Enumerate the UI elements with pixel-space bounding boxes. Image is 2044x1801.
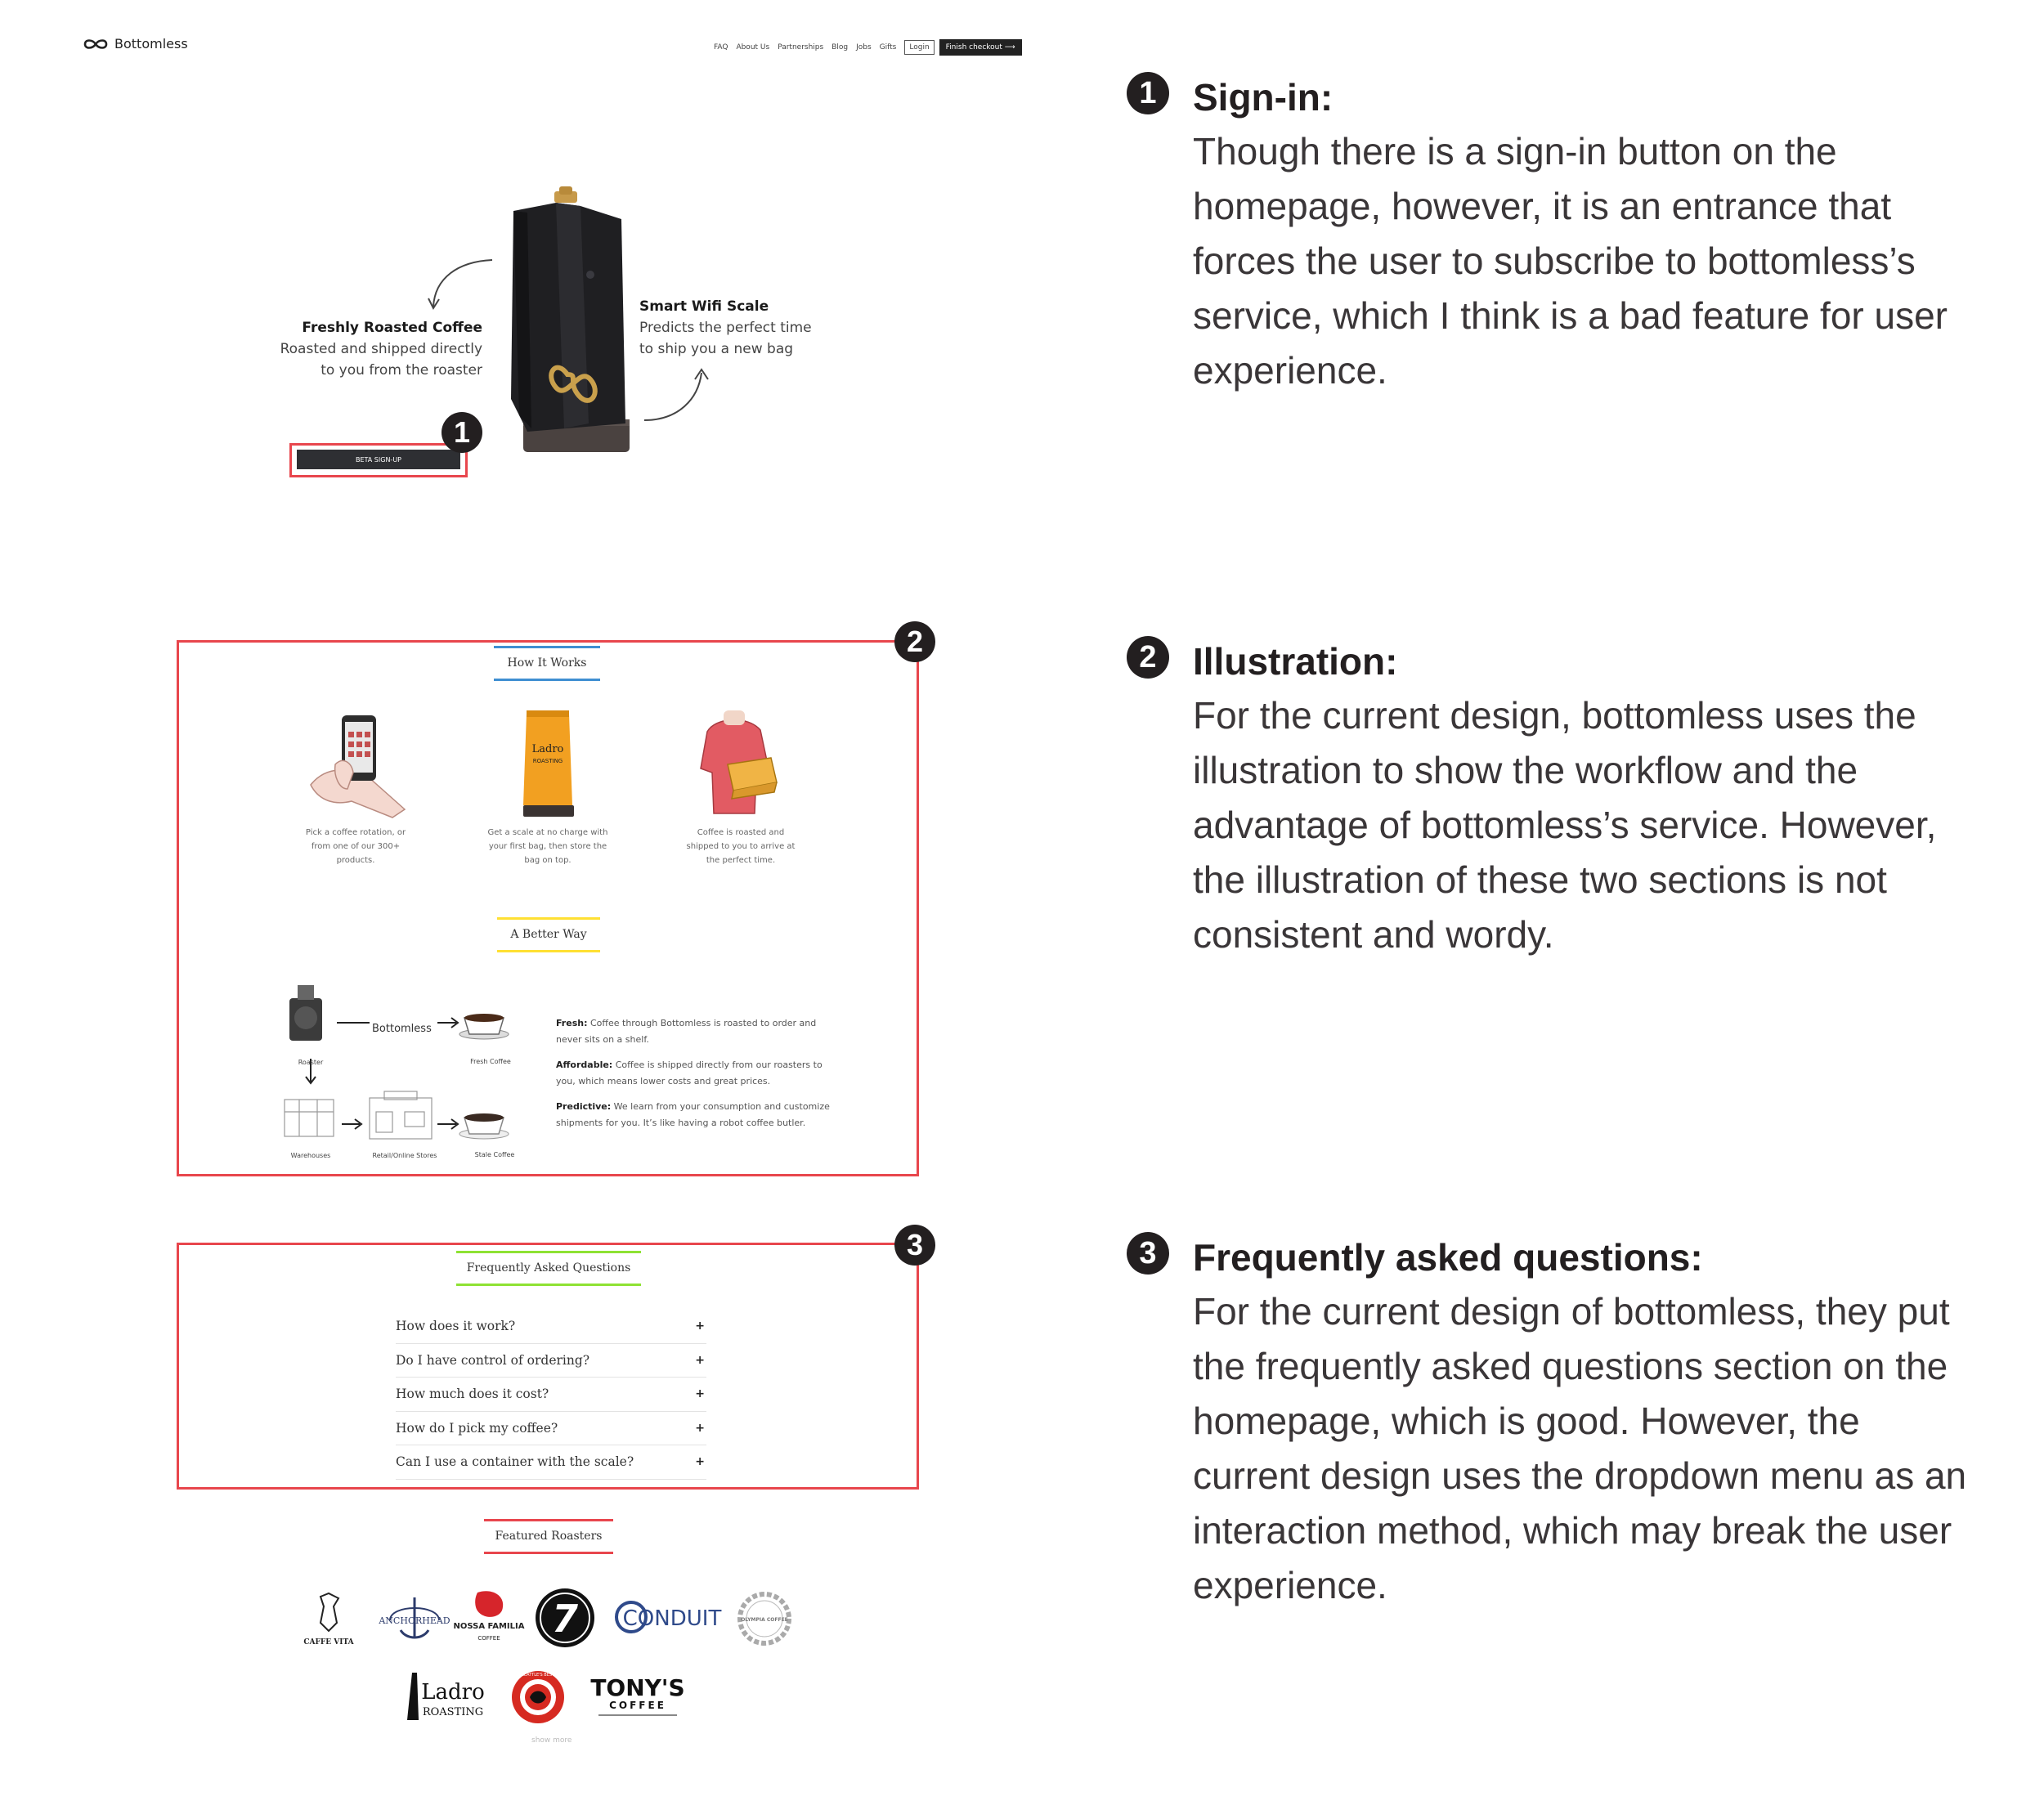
highlight-box-signin xyxy=(289,443,468,477)
hero-arrow-left xyxy=(425,253,499,311)
point-affordable xyxy=(556,1057,834,1090)
annotation-body xyxy=(1193,688,2010,962)
better-way-diagram xyxy=(278,985,540,1157)
faq-item[interactable] xyxy=(396,1378,706,1412)
faq-item[interactable] xyxy=(396,1310,706,1344)
conduit-logo[interactable] xyxy=(613,1594,722,1643)
diagram-bottomless-label: Bottomless xyxy=(372,1023,432,1035)
annotation-badge-3: 3 xyxy=(1127,1232,1169,1275)
annotation-line: interaction method, which may break the user xyxy=(1193,1509,1952,1552)
faq-question: Do I have control of ordering? xyxy=(396,1352,590,1368)
step-2-line2: your first bag, then store the xyxy=(488,842,607,851)
featured-roasters-title: Featured Roasters xyxy=(484,1519,613,1554)
hero-scale-title: Smart Wifi Scale xyxy=(639,298,769,315)
nossa-familia-logo[interactable] xyxy=(453,1588,525,1655)
faq-question: How do I pick my coffee? xyxy=(396,1420,558,1436)
annotation-signin xyxy=(1127,70,2010,398)
faq-list xyxy=(396,1310,706,1480)
step-3-line2: shipped to you to arrive at xyxy=(686,842,796,851)
better-way-points xyxy=(556,1015,834,1140)
annotation-title: Frequently asked questions: xyxy=(1193,1236,1703,1279)
annotation-line: homepage, however, it is an entrance that xyxy=(1193,185,1892,227)
diagram-stale-coffee-label: Stale Coffee xyxy=(474,1151,515,1158)
login-button[interactable]: Login xyxy=(904,40,934,55)
hero-smart-scale-text xyxy=(639,296,852,360)
seattles-best-name: SEATTLE'S BEST xyxy=(521,1673,555,1678)
expand-plus-icon[interactable]: + xyxy=(695,1387,705,1401)
diagram-retail-label: Retail/Online Stores xyxy=(372,1152,437,1159)
brand-name: Bottomless xyxy=(114,36,188,52)
step-3-line3: the perfect time. xyxy=(706,856,776,865)
annotation-line: illustration to show the workflow and the xyxy=(1193,749,1858,791)
annotation-body xyxy=(1193,1284,2010,1613)
annotation-faq xyxy=(1127,1230,2010,1613)
coffee-bag-on-scale-image xyxy=(499,186,638,456)
marker-badge-1: 1 xyxy=(442,412,482,453)
marker-badge-2: 2 xyxy=(894,621,935,662)
annotation-line: current design uses the dropdown menu as an xyxy=(1193,1454,1967,1497)
expand-plus-icon[interactable]: + xyxy=(695,1421,705,1435)
step-1-line1: Pick a coffee rotation, or xyxy=(305,828,406,837)
conduit-name: CONDUIT xyxy=(622,1606,722,1631)
annotation-line: service, which I think is a bad feature for user xyxy=(1193,294,1948,337)
point-fresh xyxy=(556,1015,834,1048)
annotation-line: experience. xyxy=(1193,349,1387,392)
faq-item[interactable] xyxy=(396,1412,706,1446)
annotation-line: the illustration of these two sections is not xyxy=(1193,858,1887,901)
nav-faq[interactable]: FAQ xyxy=(714,43,728,52)
svg-text:Ladro: Ladro xyxy=(531,743,564,755)
seven-logo[interactable] xyxy=(533,1586,597,1650)
annotation-title: Illustration: xyxy=(1193,640,1398,683)
annotation-line: experience. xyxy=(1193,1564,1387,1606)
diagram-roaster-label: Roaster xyxy=(298,1059,324,1066)
delivery-person-image xyxy=(691,707,781,822)
point-fresh-label: Fresh: xyxy=(556,1018,588,1028)
annotation-badge-2: 2 xyxy=(1127,636,1169,679)
annotation-line: For the current design, bottomless uses the xyxy=(1193,694,1916,737)
nav-jobs[interactable]: Jobs xyxy=(856,43,872,52)
point-predictive-label: Predictive: xyxy=(556,1101,612,1112)
annotation-line: For the current design of bottomless, they put xyxy=(1193,1290,1950,1333)
expand-plus-icon[interactable]: + xyxy=(695,1353,705,1367)
hero-scale-line2: to ship you a new bag xyxy=(639,341,794,357)
annotation-line: forces the user to subscribe to bottomless’s xyxy=(1193,240,1916,282)
step-2-line3: bag on top. xyxy=(524,856,572,865)
hero-fresh-coffee-text xyxy=(262,317,482,381)
brand-logo[interactable] xyxy=(82,36,188,52)
faq-title: Frequently Asked Questions xyxy=(456,1251,641,1286)
annotation-title: Sign-in: xyxy=(1193,76,1334,119)
point-affordable-label: Affordable: xyxy=(556,1060,613,1070)
hero-arrow-right xyxy=(638,366,711,425)
caffe-vita-name: CAFFE VITA xyxy=(303,1638,354,1646)
point-affordable-text: Coffee is shipped directly from our roasters to you, which means lower costs and great prices. xyxy=(556,1060,823,1086)
faq-item[interactable] xyxy=(396,1344,706,1378)
how-it-works-title: How It Works xyxy=(494,646,600,681)
faq-question: Can I use a container with the scale? xyxy=(396,1454,634,1470)
step-3-line1: Coffee is roasted and xyxy=(697,828,785,837)
step-2-caption xyxy=(482,826,613,867)
point-predictive-text: We learn from your consumption and customize shipments for you. It’s like having a robot coffee butler. xyxy=(556,1101,830,1128)
annotation-badge-1: 1 xyxy=(1127,72,1169,114)
faq-question: How much does it cost? xyxy=(396,1387,549,1402)
seattles-best-logo[interactable] xyxy=(509,1668,567,1727)
ladro-name: Ladro xyxy=(421,1680,485,1705)
infinity-icon xyxy=(82,38,110,51)
tonys-logo[interactable] xyxy=(582,1673,693,1727)
stale-coffee-cup-icon xyxy=(459,1113,509,1139)
nav-blog[interactable]: Blog xyxy=(831,43,849,52)
coffee-bag-scale-image xyxy=(515,707,580,822)
retail-store-icon xyxy=(370,1091,432,1139)
svg-text:ROASTING: ROASTING xyxy=(532,758,563,764)
anchorhead-name: ANCHORHEAD xyxy=(379,1615,450,1626)
point-predictive xyxy=(556,1099,834,1131)
point-fresh-text: Coffee through Bottomless is roasted to order and never sits on a shelf. xyxy=(556,1018,817,1045)
annotation-line: the frequently asked questions section on the xyxy=(1193,1345,1948,1387)
faq-question: How does it work? xyxy=(396,1319,516,1334)
olympia-logo[interactable] xyxy=(736,1590,793,1647)
tonys-name: TONY'S xyxy=(590,1674,685,1701)
nossa-familia-sub: COFFEE xyxy=(477,1635,500,1642)
marker-badge-3: 3 xyxy=(894,1225,935,1266)
nav-partnerships[interactable]: Partnerships xyxy=(778,43,824,52)
step-1-caption xyxy=(290,826,421,867)
better-way-title: A Better Way xyxy=(497,917,600,952)
roaster-machine-icon xyxy=(289,985,322,1041)
step-1-line3: products. xyxy=(336,856,375,865)
ladro-sub: ROASTING xyxy=(422,1706,484,1718)
hero-scale-line1: Predicts the perfect time xyxy=(639,320,812,336)
ladro-logo[interactable] xyxy=(401,1668,492,1727)
top-nav xyxy=(714,39,1022,56)
nav-gifts[interactable]: Gifts xyxy=(879,43,897,52)
phone-in-hand-image xyxy=(303,707,417,822)
show-more-link[interactable]: show more xyxy=(531,1736,572,1745)
annotation-line: advantage of bottomless’s service. However, xyxy=(1193,804,1937,846)
anchorhead-logo[interactable] xyxy=(378,1588,451,1653)
hero-fresh-title: Freshly Roasted Coffee xyxy=(302,320,482,336)
finish-checkout-button[interactable]: Finish checkout ⟶ xyxy=(939,39,1022,56)
step-3-caption xyxy=(675,826,806,867)
nav-about-us[interactable]: About Us xyxy=(736,43,770,52)
faq-item[interactable] xyxy=(396,1445,706,1480)
expand-plus-icon[interactable]: + xyxy=(695,1455,705,1469)
diagram-fresh-coffee-label: Fresh Coffee xyxy=(470,1058,511,1065)
fresh-coffee-cup-icon xyxy=(459,1014,509,1039)
hero-fresh-line2: to you from the roaster xyxy=(320,362,482,379)
beta-signup-button[interactable]: BETA SIGN-UP xyxy=(297,450,460,469)
warehouse-icon xyxy=(285,1100,334,1136)
step-2-line1: Get a scale at no charge with xyxy=(487,828,608,837)
olympia-name: OLYMPIA COFFEE xyxy=(741,1617,788,1623)
nossa-familia-name: NOSSA FAMILIA xyxy=(453,1622,525,1631)
annotation-body xyxy=(1193,124,2010,398)
annotation-illustration xyxy=(1127,634,2010,962)
diagram-warehouses-label: Warehouses xyxy=(290,1152,331,1159)
tonys-sub: COFFEE xyxy=(609,1700,666,1711)
annotation-line: homepage, which is good. However, the xyxy=(1193,1400,1860,1442)
caffe-vita-logo[interactable] xyxy=(296,1590,361,1651)
hero-fresh-line1: Roasted and shipped directly xyxy=(280,341,482,357)
expand-plus-icon[interactable]: + xyxy=(695,1319,705,1333)
annotation-line: Though there is a sign-in button on the xyxy=(1193,130,1837,172)
annotation-line: consistent and wordy. xyxy=(1193,913,1554,956)
seven-name: 7 xyxy=(551,1597,579,1641)
step-1-line2: from one of our 300+ xyxy=(311,842,401,851)
